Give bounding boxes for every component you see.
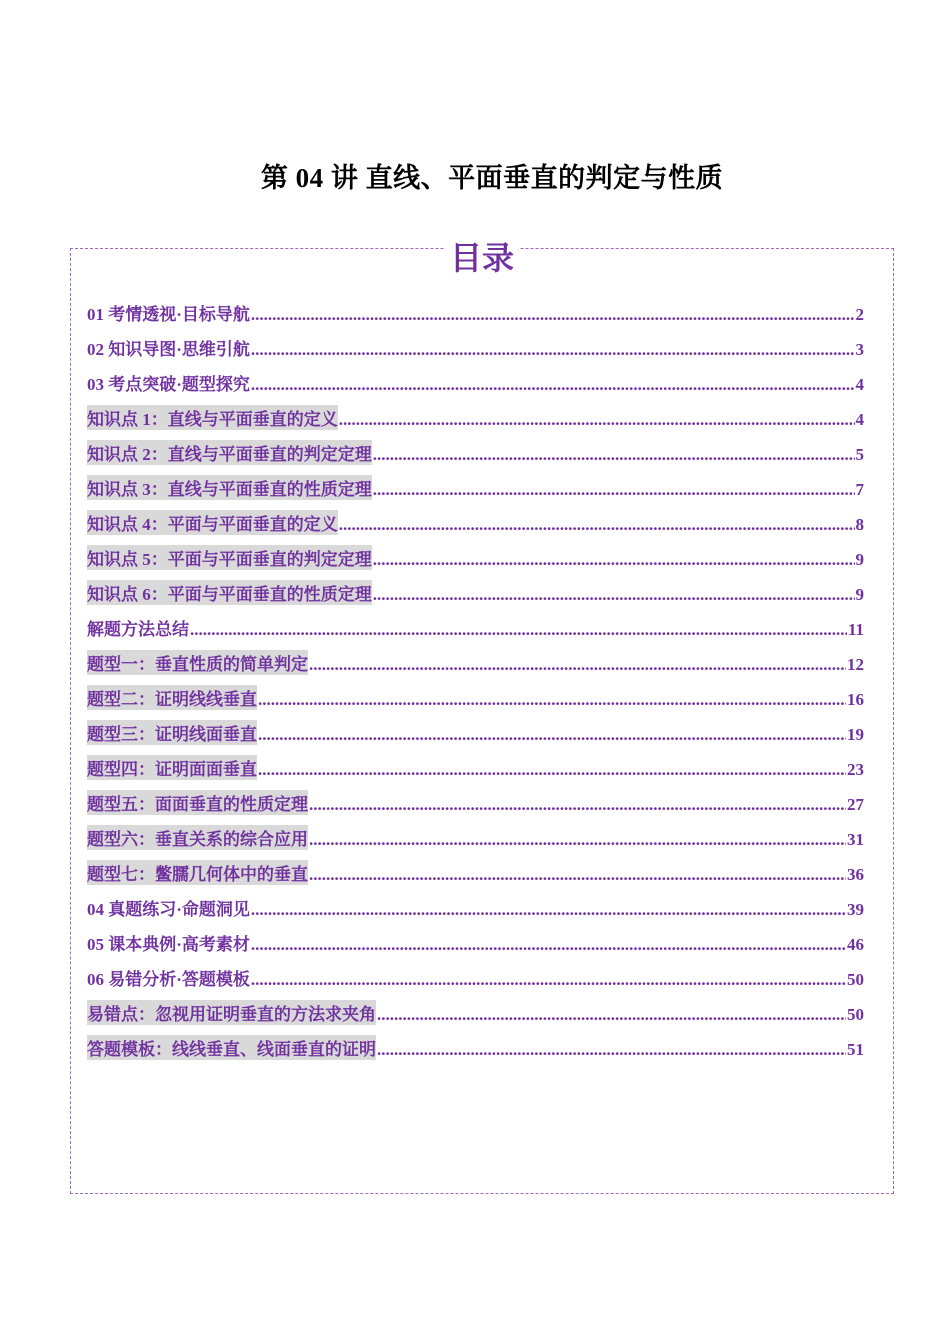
toc-entry-page-number: 9 [855, 585, 864, 604]
toc-entry-label: 题型三：证明线面垂直 [87, 720, 257, 745]
toc-leader-dots [373, 445, 855, 465]
toc-entry-page-number: 8 [855, 515, 864, 534]
toc-entry-page-number: 16 [847, 690, 864, 709]
toc-leader-dots [258, 690, 846, 710]
toc-leader-dots [309, 830, 846, 850]
toc-entry-page-number: 39 [847, 900, 864, 919]
toc-entry-page-number: 51 [847, 1040, 864, 1059]
toc-entry-page-number: 9 [855, 550, 864, 569]
toc-entry-label: 题型二：证明线线垂直 [87, 685, 257, 710]
toc-leader-dots [373, 480, 855, 500]
toc-leader-dots [373, 585, 855, 605]
toc-entry[interactable] [87, 920, 864, 955]
toc-entry[interactable] [87, 325, 864, 360]
toc-entry-page-number: 4 [855, 375, 864, 394]
toc-entry-page-number: 50 [847, 970, 864, 989]
toc-entry[interactable] [87, 885, 864, 920]
toc-entry-page-number: 23 [847, 760, 864, 779]
toc-entry-label: 题型四：证明面面垂直 [87, 755, 257, 780]
toc-entry[interactable] [87, 1025, 864, 1060]
toc-entry-label: 02 知识导图·思维引航 [87, 340, 250, 359]
toc-entry[interactable] [87, 990, 864, 1025]
toc-entry-label: 知识点 3：直线与平面垂直的性质定理 [87, 475, 372, 500]
toc-entry[interactable] [87, 500, 864, 535]
toc-leader-dots [258, 725, 846, 745]
toc-entry-page-number: 5 [855, 445, 864, 464]
toc-entry-label: 知识点 5：平面与平面垂直的判定定理 [87, 545, 372, 570]
table-of-contents [70, 239, 894, 1194]
toc-entry-label: 05 课本典例·高考素材 [87, 935, 250, 954]
toc-entry[interactable] [87, 430, 864, 465]
document-title: 第 04 讲 直线、平面垂直的判定与性质 [260, 163, 724, 193]
toc-entry-label: 答题模板：线线垂直、线面垂直的证明 [87, 1035, 376, 1060]
toc-entry[interactable] [87, 570, 864, 605]
toc-entry-page-number: 46 [847, 935, 864, 954]
toc-entry-label: 知识点 1：直线与平面垂直的定义 [87, 405, 338, 430]
toc-entry-label: 03 考点突破·题型探究 [87, 375, 250, 394]
toc-entry-page-number: 31 [847, 830, 864, 849]
toc-entry[interactable] [87, 535, 864, 570]
toc-entry-label: 题型五：面面垂直的性质定理 [87, 790, 308, 815]
toc-entry[interactable] [87, 640, 864, 675]
toc-leader-dots [373, 550, 855, 570]
toc-entry-page-number: 36 [847, 865, 864, 884]
toc-leader-dots [251, 340, 855, 360]
toc-entry-page-number: 11 [847, 620, 864, 639]
toc-leader-dots [251, 305, 855, 325]
toc-entry[interactable] [87, 745, 864, 780]
toc-entry-label: 01 考情透视·目标导航 [87, 305, 250, 324]
toc-leader-dots [251, 900, 846, 920]
toc-entry[interactable] [87, 675, 864, 710]
toc-heading-text: 目录 [444, 239, 520, 277]
toc-entry-label: 易错点：忽视用证明垂直的方法求夹角 [87, 1000, 376, 1025]
toc-entry-label: 题型六：垂直关系的综合应用 [87, 825, 308, 850]
toc-entry[interactable] [87, 780, 864, 815]
toc-entry[interactable] [87, 360, 864, 395]
toc-entry[interactable] [87, 605, 864, 640]
toc-entry-page-number: 12 [847, 655, 864, 674]
toc-entry[interactable] [87, 850, 864, 885]
toc-leader-dots [377, 1005, 846, 1025]
toc-leader-dots [309, 795, 846, 815]
toc-leader-dots [251, 970, 846, 990]
toc-entry-page-number: 3 [855, 340, 864, 359]
toc-entry-label: 04 真题练习·命题洞见 [87, 900, 250, 919]
toc-leader-dots [251, 375, 855, 395]
toc-entry[interactable] [87, 710, 864, 745]
toc-leader-dots [258, 760, 846, 780]
toc-entry-page-number: 7 [855, 480, 864, 499]
toc-leader-dots [190, 620, 847, 640]
toc-entry-label: 题型一：垂直性质的简单判定 [87, 650, 308, 675]
toc-list [87, 290, 864, 1060]
toc-entry-label: 06 易错分析·答题模板 [87, 970, 250, 989]
toc-entry[interactable] [87, 955, 864, 990]
toc-leader-dots [339, 515, 855, 535]
toc-leader-dots [309, 655, 846, 675]
toc-entry-page-number: 19 [847, 725, 864, 744]
toc-entry[interactable] [87, 290, 864, 325]
toc-entry-label: 知识点 4：平面与平面垂直的定义 [87, 510, 338, 535]
toc-entry-label: 题型七：鳖臑几何体中的垂直 [87, 860, 308, 885]
toc-heading [71, 233, 893, 279]
toc-entry[interactable] [87, 395, 864, 430]
toc-leader-dots [377, 1040, 846, 1060]
toc-leader-dots [309, 865, 846, 885]
toc-leader-dots [251, 935, 846, 955]
toc-entry-page-number: 4 [855, 410, 864, 429]
toc-entry[interactable] [87, 465, 864, 500]
toc-entry-page-number: 2 [855, 305, 864, 324]
toc-entry-label: 解题方法总结 [87, 620, 189, 639]
toc-leader-dots [339, 410, 855, 430]
toc-entry-label: 知识点 6：平面与平面垂直的性质定理 [87, 580, 372, 605]
toc-entry[interactable] [87, 815, 864, 850]
toc-entry-label: 知识点 2：直线与平面垂直的判定定理 [87, 440, 372, 465]
toc-entry-page-number: 27 [847, 795, 864, 814]
toc-entry-page-number: 50 [847, 1005, 864, 1024]
